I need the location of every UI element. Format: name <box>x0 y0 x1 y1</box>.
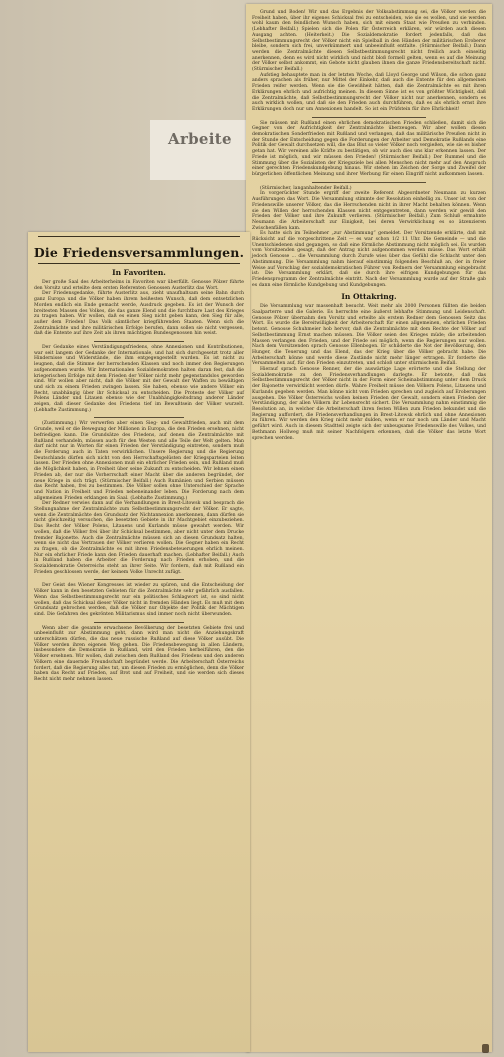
right-clipping <box>246 4 492 1052</box>
paragraph: Der Geist des Wiener Kongresses ist wieder zu spüren, und die Entscheidung der Völker kann in den besetzten Gebieten für die Zentralmächte sehr gefährlich ausfallen. Wenn das Selbstbestimmungsrecht nur ein politisches Schlagwort ist, so sind nicht wollen, daß das Schicksal dieser Völker nicht in fremden Händen liegt. Es muß mit dem Grundsatz gebrochen werden, daß die Völker nur Objekte der Politik der Mächtigen sind. Die Gefahren des gekrönten Militarismus sind immer noch nicht überwunden. <box>34 583 244 617</box>
ink-blot <box>482 1044 489 1053</box>
section-subheading: In Favoriten. <box>112 268 166 277</box>
paragraph: In vorgerückter Stunde ergriff der zweite Referent Abgeordneter Neumann zu kurzen Ausführungen das Wort. Die Versammlung stimmte der Resolution einhellig zu. Unser ist von der Friedenswille unserer Völker, das die Herrschenden nicht in ihrer Macht behalten können. Wenn sie den Willen der herrschenden Klassen nicht entgegentreten, dann werden wir gewiß den Frieden der Völker und ihre Zukunft verlieren. (Stürmischer Beifall.) Zum Schluß ermahnte Neumann die Arbeiterschaft zur Einigkeit, bei deren Verwirklichung es so ätzenzieren Zwischenfällen kam. <box>252 191 486 231</box>
back-sheet-header: Arbeite <box>168 130 232 148</box>
top-rule <box>38 236 240 237</box>
paragraph: Die Versammlung war massenhaft besucht. Weit mehr als 2000 Personen füllten die beiden Saalparterre und die Galerie. Es herrschte eine äußerst lebhafte Stimmung und Leidenschaft. Genosse Pölzer übernahm den Vorsitz und erteilte als erstem Redner dem Genossen Seitz das Wort. Es wurde die Bereitwilligkeit der Arbeiterschaft für einen allgemeinen, ehrlichen Frieden betont. Genosse Schuhmeier hob hervor, daß die Zentralmächte mit dem Rechte der Völker auf Selbstbestimmung Ernst machen müssen. Die Völker seien des Krieges müde; die arbeitenden Massen verlangen den Frieden, und der Friede sei möglich, wenn die Regierungen nur wollen. Nach dem Vorsitzenden sprach Genosse Ellenbogen. Er schilderte die Not der Bevölkerung, den Hunger, die Teuerung und das Elend, das der Krieg über die Völker gebracht habe. Die Arbeiterschaft könne und werde diese Zustände nicht mehr länger ertragen. Er forderte die Versammelten auf, für den Frieden einzutreten, und schloß unter stürmischem Beifall. <box>252 304 486 367</box>
back-newspaper-sheet <box>150 120 260 180</box>
left-clipping <box>28 232 250 1052</box>
paragraph: (Zustimmung.) Wir verwerfen aber einen Sieg- und Gewaltfrieden, auch mit dem Grunde, weil er die Bewegung der Millionen in Europa, die den Frieden ersehnen, nicht befriedigen kann. Die Grundsätze des Friedens, auf denen die Zentralmächte mit Rußland verhandeln, müssen auch für den Westen und alle Teile der Welt gelten. Man darf nicht nur in Worten für einen Frieden der Verständigung eintreten, sondern muß die Forderung auch in Taten verwirklichen. Unsere Regierung und die Regierung Deutschlands dürfen sich nicht von den Herrschaftsgelüsten der Kriegsparteien leiten lassen. Der Frieden ohne Annexionen muß ein ehrlicher Frieden sein, und Rußland muß die Möglichkeit haben, in Freiheit über seine Zukunft zu entscheiden. Wir lehnen einen Frieden ab, der nur die Vorherrschaft einer Macht über die anderen begründet, der neue Kriege in sich trägt. (Stürmischer Beifall.) Auch Rumänien und Serbien müssen das Recht haben, frei zu bestimmen. Die Völker sollen ohne Unterschied der Sprache und Nation in Freiheit und Frieden nebeneinander leben. Die Forderung nach dem allgemeinen Frieden erklangen im Saal. (Lebhafte Zustimmung.) <box>34 421 244 501</box>
left-clipping-text <box>28 280 250 683</box>
paragraph: Der Gedanke eines Verständigungsfriedens, ohne Annexionen und Kontributionen, war seit langem der Gedanke der Internationale, und hat sich durchgesetzt trotz aller Hindernisse und Widerstände, die ihm entgegengestellt wurden. Es ist nicht zu leugnen, daß die Stimme der herrschenden Klassen und noch immer den Regierungen aufgenommen wurde. Wir Internationalen Sozialdemokraten halten daran fest, daß die kriegerischen Erfolge mit dem Frieden der Völker nicht mehr gegenstandslos geworden sind. Wir wollen aber nicht, daß die Völker mit der Gewalt der Waffen zu bewältigen und sich zu einem Frieden zwingen lassen. Sie haben, ebenso wie andere Völker ein Recht, unabhängig über ihr Schicksal zu entscheiden. Die Proteste der Völker auf Polens Länder und Litauen ebenso wie der Unabhängigkeitsdrang anderer Länder zeigen, daß dieser Gedanke des Friedens tief im Bewußtsein der Völker wurzelt. (Lebhafte Zustimmung.) <box>34 345 244 413</box>
section-divider <box>94 622 184 623</box>
section-divider <box>312 182 426 183</box>
paragraph: Grund und Boden! Wir und das Ergebnis der Volksabstimmung sei, die Völker werden die Freiheit haben, über ihr eigenes Schicksal frei zu entscheiden, wie sie es wollen, und sie werden wohl kaum den feindlichen Wunsch haben, sich mit einem Staat wie Preußen zu verbinden. (Lebhafter Beifall.) Spielen sich die Polen für Österreich erklären, wir würden auch diesen Ausgang achten. (Heiterkeit.) Die Sozialdemokratie fordert jedenfalls, daß das Selbstbestimmungsrecht der Völker nicht ein Spielball in den Händen der militärischen Eroberer bleibe, sondern sich frei, unverkümmert und unbeeinflußt entfalte. (Stürmischer Beifall.) Dann werden die Zentralmächte diesen Selbstbestimmungsrecht nicht freilich auch einseitig anerkennen, denn es wird nicht wirklich und nicht bloß formell gelten, wenn es auf die Meinung der Völker selbst ankommt, ein Gebote nicht glauben ihnen die ganze Friedensbereitschaft nicht. (Stürmischer Beifall.) <box>252 10 486 73</box>
headline-rule <box>38 263 240 264</box>
paragraph: Sie müssen mit Rußland einen ehrlichen demokratischen Frieden schließen, damit sich die Gegner von der Aufrichtigkeit der Zentralmächte überzeugen. Wir aber wollen diesen demokratischen Sonderfrieden mit Rußland und verlangen, daß das militärische Preußen nicht in der Stunde der Entscheidung gegen die Forderungen der Arbeiter und Demokratie Rußlands eine Politik der Gewalt durchsetzen will, die das Blut so vieler Völker noch vergießen, wie sie es bisher getan hat. Wir vereinen alle Kräfte zu bestätigen, ob wir auch dies uns klar erkennen lassen. Der Friede ist möglich, und wir müssen den Frieden! (Stürmischer Beifall.) Der Rummel und die Stimmung über die Sozialisten der Kriegsziele bei allen Menschen nicht mehr auf den Anspruch einer gerechten Friedenskundgebung hinaus. Wir stehen im Zeichen der Sorge und Zweifel der bürgerlichen öffentlichen Meinung und ihrer Werbung für einen Eingriff nicht aufkommen lassen. <box>252 120 486 177</box>
paragraph: Wenn aber die gesamte erwachsene Bevölkerung der besetzten Gebiete frei und unbeeinflußt zur Abstimmung geht, dann wird man nicht die Anziehungskraft unterschätzen dürfen, die das neue russische Rußland auf diese Völker ausübt. Die Völker werden ihren eigenen Weg gehen. Die Friedensbewegung in allen Ländern, insbesondere die Demokratie in Rußland, wird den Frieden herbeiführen, den die Völker ersehnen. Wir wollen, daß zwischen dem Rußland des Friedens und den anderen Völkern eine dauernde Freundschaft begründet werde. Die Arbeiterschaft Österreichs fordert, daß die Regierung alles tut, um diesen Frieden zu ermöglichen, denn die Völker haben das Recht auf Frieden, auf Brot und auf Freiheit, und sie werden sich dieses Recht nicht mehr nehmen lassen. <box>34 625 244 682</box>
article-headline: Die Friedensversammlungen. <box>33 245 245 260</box>
paragraph: Der Friedensgedanke, führte Austerlitz aus, zieht unaufhaltsam seine Bahn durch ganz Europa und die Völker haben ihrem heißesten Wunsch, daß dem entsetzlichen Morden endlich ein Ende gemacht werde, Ausdruck gegeben. Es ist der Wunsch der breitesten Massen des Volkes, die das ganze Elend und die furchtbare Last des Krieges zu tragen haben. Wir wollen, daß es einen Sieg nicht geben kann, den Sieg für alle, außer dem Frieden! Das Volk sämtlicher kriegführenden Staaten. Wenn sich die Zentralmächte und ihre militärischen Erfolge berufen, dann sollen sie nicht vergessen, daß die Entente auf ihre Zeit als ihren mächtigen Bundesgenossen hin weist. <box>34 291 244 337</box>
right-clipping-text <box>246 4 492 288</box>
section-divider <box>94 341 184 342</box>
paragraph: Es hatte sich im Teilnehmer „zur Abstimmung“ gemeldet. Der Vorsitzende erklärte, daß mit Rücksicht auf die vorgeschrittene Zeit — es war schon 1/2 11 Uhr. Die Gemeinde — und die Unentschiedenen sind gegangen, so daß eine förmliche Abstimmung nicht möglich sei. Es wurden vom Vorsitzenden gesagt, daß der Antrag nicht aufgenommen werden müsse. Das Wort erhält jedoch Genosse ... die Versammlung durch Zurufe wies über das Gefühl die Schlacht unter den Abstimmung. Die Versammlung nahm hierauf einstimmig folgenden Beschluß an, der in freier Weise auf Vorschlag der sozialdemokratischen Führer von Rednern der Versammlung eingebracht ist: Die Versammlung erklärt, daß sie durch ihre eifrigen Kundgebungen für das Friedensprogramm der Zentralmächte eintritt. Nach der Versammlung wurde auf der Straße gab es dann eine förmliche Kundgebung und Kundgebungen. <box>252 231 486 288</box>
paragraph: (Stürmischer, langanhaltender Beifall.) <box>260 185 352 191</box>
paragraph: Hierauf sprach Genosse Renner, der die auswärtige Lage erörterte und die Stellung der Sozialdemokratie zu den Friedensverhandlungen darlegte. Er betonte, daß das Selbstbestimmungsrecht der Völker nicht in der Form einer Scheinabstimmung unter dem Druck der Bajonette verwirklicht werden dürfe. Wahre Freiheit müsse den Völkern Polens, Litauens und Kurlands gegeben werden. Man könne nicht vom Frieden sprechen und zugleich auf Eroberungen ausgehen. Die Völker Österreichs wollen keinen Frieden der Gewalt, sondern einen Frieden der Verständigung, der allen Völkern ihr Lebensrecht sichert. Die Versammlung nahm einstimmig die Resolution an, in welcher die Arbeiterschaft ihren festen Willen zum Frieden bekundet und die Regierung auffordert, die Friedensverhandlungen in Brest-Litowsk ehrlich und ohne Annexionen zu führen. Wir werden den Krieg nicht mehr dulden, wenn er nur noch um Länder und Macht geführt wird. Auch in diesem Stadtteil zeigte sich der unbeugsame Friedenswille des Volkes, und Bethmann Hollweg muß mit seiner Nachfolgern erkennen, daß die Völker das letzte Wort sprechen werden. <box>252 367 486 441</box>
right-clipping-subsection <box>246 304 492 441</box>
section-divider <box>312 117 426 118</box>
section-divider <box>94 579 184 580</box>
paragraph: Der Redner verwies dann auf die Verhandlungen in Brest-Litowsk und besprach die Stellungnahme der Zentralmächte zum Selbstbestimmungsrecht der Völker. Er sagte, wenn die Zentralmächte den Grundsatz der Nichtannexion anerkennen, dann dürfen sie nicht gleichzeitig versuchen, die besetzten Gebiete in ihr Machtgebiet einzubeziehen. Das Recht der Völker Polens, Litauens und Kurlands müsse gewahrt werden. Wir wollen, daß die Völker frei über ihr Schicksal bestimmen, aber nicht unter dem Drucke fremder Bajonette. Auch die Zentralmächte müssen sich an diesen Grundsatz halten, wenn sie nicht das Vertrauen der Völker verlieren wollen. Die Gegner haben ein Recht zu fragen, ob die Zentralmächte es mit ihren Friedensbeteuerungen ehrlich meinen. Nur ein ehrlicher Friede kann den Frieden dauerhaft machen. (Lebhafter Beifall.) Auch in Rußland haben die Arbeiter die Forderung nach Frieden erhoben, und die Sozialdemokratie Österreichs steht an ihrer Seite. Wir fordern, daß mit Rußland ein Frieden geschlossen werde, der keinem Volke Unrecht zufügt. <box>34 501 244 575</box>
paragraph: Aufstieg behauptete man in der letzten Woche, daß Lloyd George und Wilson, die schon ganz anders sprachen als früher, nur Mittel der Einkehr, daß auch die Entente für den allgemeinen Frieden reifer werden. Wenn sie die Gewißheit hätten, daß die Zentralmächte es mit ihren Erklärungen ehrlich und aufrichtig meinen. In diesem Sinne ist es von größter Wichtigkeit, daß die Zentralmächte, daß Selbstbestimmungsrecht der Völker nicht nur anerkennen, sondern es auch wirklich wollen, und daß sie den Frieden auch durchführen, daß es als ehrlich ernst ihre Erklärungen doch nur um Annexionen handelt. So ist ein Prüfstein für ihre Ehrlichkeit! <box>252 72 486 112</box>
paragraph: Der große Saal des Arbeiterheims in Favoriten war überfüllt. Genosse Pölzer führte den Vorsitz und erteilte dem ersten Referenten Genossen Austerlitz das Wort. <box>34 280 244 291</box>
section-subheading: In Ottakring. <box>341 292 397 302</box>
section-divider <box>94 417 184 418</box>
